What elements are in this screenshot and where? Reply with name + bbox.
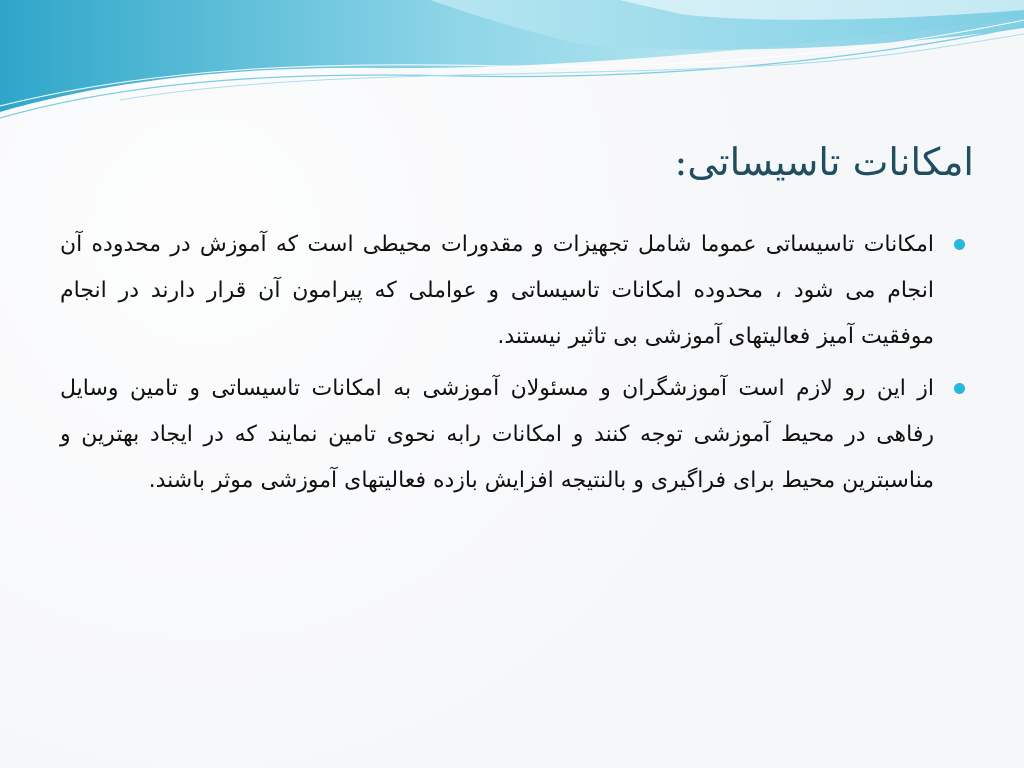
slide-title: امکانات تاسیساتی: xyxy=(674,140,974,184)
bullet-dot-icon xyxy=(954,239,965,250)
header-wave-decoration xyxy=(0,0,1024,130)
bullet-text: امکانات تاسیساتی عموما شامل تجهیزات و مقدورات محیطی است که آموزش در محدوده آن انجام می شود ، محدوده امکانات تاسیساتی و عواملی که پیرامون آن قرار دارند در انجام موفقیت آمیز فعالیتهای آموزشی بی تاثیر نیستند. xyxy=(60,232,934,349)
bullet-list xyxy=(60,222,969,510)
bullet-dot-icon xyxy=(954,383,965,394)
bullet-item xyxy=(60,366,969,504)
bullet-text: از این رو لازم است آموزشگران و مسئولان آموزشی به امکانات تاسیساتی و تامین وسایل رفاهی در محیط آموزشی توجه کنند و امکانات رابه نحوی تامین نمایند که در ایجاد بهترین و مناسبترین محیط برای فراگیری و بالنتیجه افزایش بازده فعالیتهای آموزشی موثر باشند. xyxy=(60,376,934,493)
bullet-item xyxy=(60,222,969,360)
